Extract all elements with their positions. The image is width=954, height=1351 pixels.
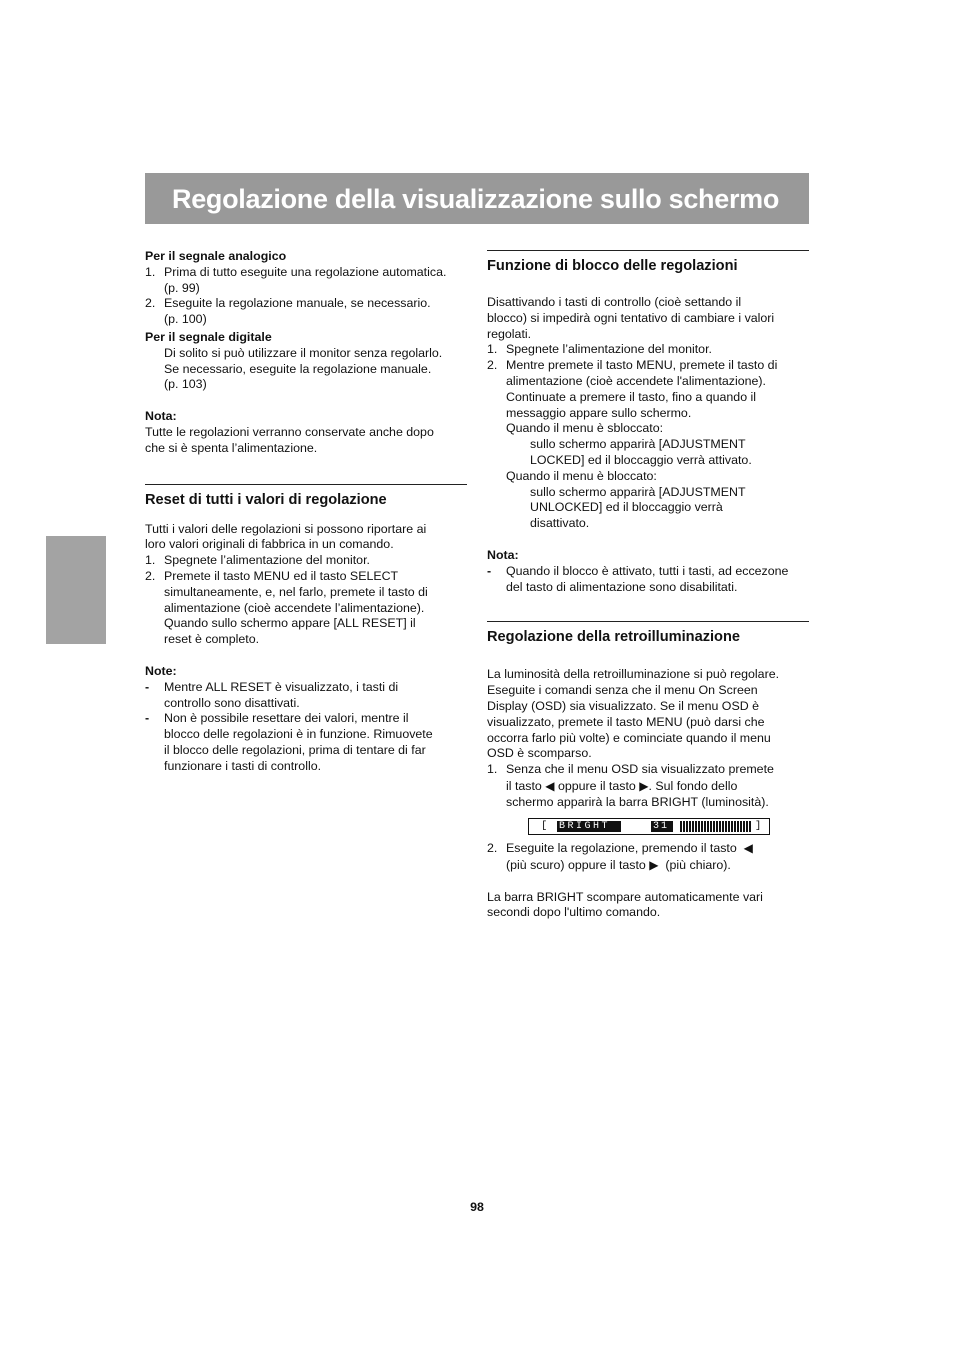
left-triangle-icon: ◀: [743, 840, 753, 855]
nota-heading: Nota:: [145, 409, 177, 424]
digital-heading: Per il segnale digitale: [145, 329, 272, 344]
right-column: [487, 250, 809, 921]
list-item: 1. Spegnete l’alimentazione del monitor.: [145, 553, 370, 568]
nota-heading: Nota:: [487, 547, 519, 562]
list-item: 1. Spegnete l’alimentazione del monitor.: [487, 342, 712, 357]
backlight-outro: La barra BRIGHT scompare automaticamente vari secondi dopo l'ultimo comando.: [487, 889, 763, 920]
note-heading: Note:: [145, 663, 177, 678]
list-item: 1. Prima di tutto eseguite una regolazione automatica. (p. 99): [145, 264, 447, 295]
list-item: 2. Mentre premete il tasto MENU, premete il tasto di alimentazione (cioè accendete l'alimentazione). Continuate a premere il tasto, fino a quando il messaggio appare sullo schermo.: [487, 358, 778, 420]
list-item: 2. Eseguite la regolazione, premendo il tasto ◀ (più scuro) oppure il tasto ▶ (più chiaro).: [487, 840, 753, 872]
right-triangle-icon: ▶: [639, 778, 649, 793]
reset-intro: Tutti i valori delle regolazioni si possono riportare ai loro valori originali di fabbrica in un comando.: [145, 521, 427, 552]
list-item: 2. Premete il tasto MENU ed il tasto SELECT simultaneamente, e, nel farlo, premete il tasto di alimentazione (cioè accendete l’alimentazione). Quando sullo schermo appare [ALL RESET] il reset è completo.: [145, 568, 428, 647]
left-triangle-icon: ◀: [545, 778, 555, 793]
section-heading-backlight: Regolazione della retroilluminazione: [487, 621, 809, 647]
section-heading-reset: Reset di tutti i valori di regolazione: [145, 484, 467, 510]
osd-label: BRIGHT: [557, 821, 621, 832]
left-column: [145, 249, 467, 775]
list-item: 2. Eseguite la regolazione manuale, se necessario. (p. 100): [145, 296, 431, 327]
locked-label: Quando il menu è bloccato:: [506, 468, 657, 483]
right-triangle-icon: ▶: [649, 857, 659, 872]
nota-text: Tutte le regolazioni verranno conservate anche dopo che si è spenta l’alimentazione.: [145, 424, 434, 455]
osd-level-bar: [680, 821, 752, 832]
analog-heading: Per il segnale analogico: [145, 249, 287, 263]
unlocked-text: sullo schermo apparirà [ADJUSTMENT LOCKED] ed il bloccaggio verrà attivato.: [530, 437, 752, 467]
list-item: - Mentre ALL RESET è visualizzato, i tasti di controllo sono disattivati.: [145, 679, 399, 710]
title-bar: [145, 173, 809, 224]
osd-bright-bar: [ BRIGHT 31 ]: [528, 818, 770, 835]
side-tab: [46, 536, 106, 644]
backlight-intro: La luminosità della retroilluminazione si può regolare. Eseguite i comandi senza che il menu On Screen Display (OSD) sia visualizzato. Se il menu OSD è visualizzato, premete il tasto MENU (può darsi che occorra farlo più volte) e cominciate quando il menu OSD è scomparso.: [487, 667, 780, 761]
list-item: 1. Senza che il menu OSD sia visualizzato premete il tasto ◀ oppure il tasto ▶. Sul fondo dello schermo apparirà la barra BRIGHT (luminosità).: [487, 762, 774, 809]
lock-intro: Disattivando i tasti di controllo (cioè settando il blocco) si impedirà ogni tentativo di cambiare i valori regolati.: [487, 295, 775, 341]
section-heading-lock: Funzione di blocco delle regolazioni: [487, 250, 809, 276]
locked-text: sullo schermo apparirà [ADJUSTMENT UNLOCKED] ed il bloccaggio verrà disattivato.: [530, 484, 746, 531]
digital-text: Di solito si può utilizzare il monitor senza regolarlo. Se necessario, eseguite la regolazione manuale. (p. 103): [164, 345, 443, 392]
list-item: - Quando il blocco è attivato, tutti i tasti, ad eccezone del tasto di alimentazione sono disabilitati.: [487, 563, 789, 594]
unlocked-label: Quando il menu è sbloccato:: [506, 421, 664, 436]
page-title: Regolazione della visualizzazione sullo schermo: [172, 184, 780, 214]
list-item: - Non è possibile resettare dei valori, mentre il blocco delle regolazioni è in funzione. Rimuovete il blocco delle regolazioni, prima di tentare di far funzionare i tasti di controllo.: [145, 711, 433, 773]
page-number: 98: [470, 1200, 484, 1214]
osd-value: 31: [651, 821, 673, 832]
